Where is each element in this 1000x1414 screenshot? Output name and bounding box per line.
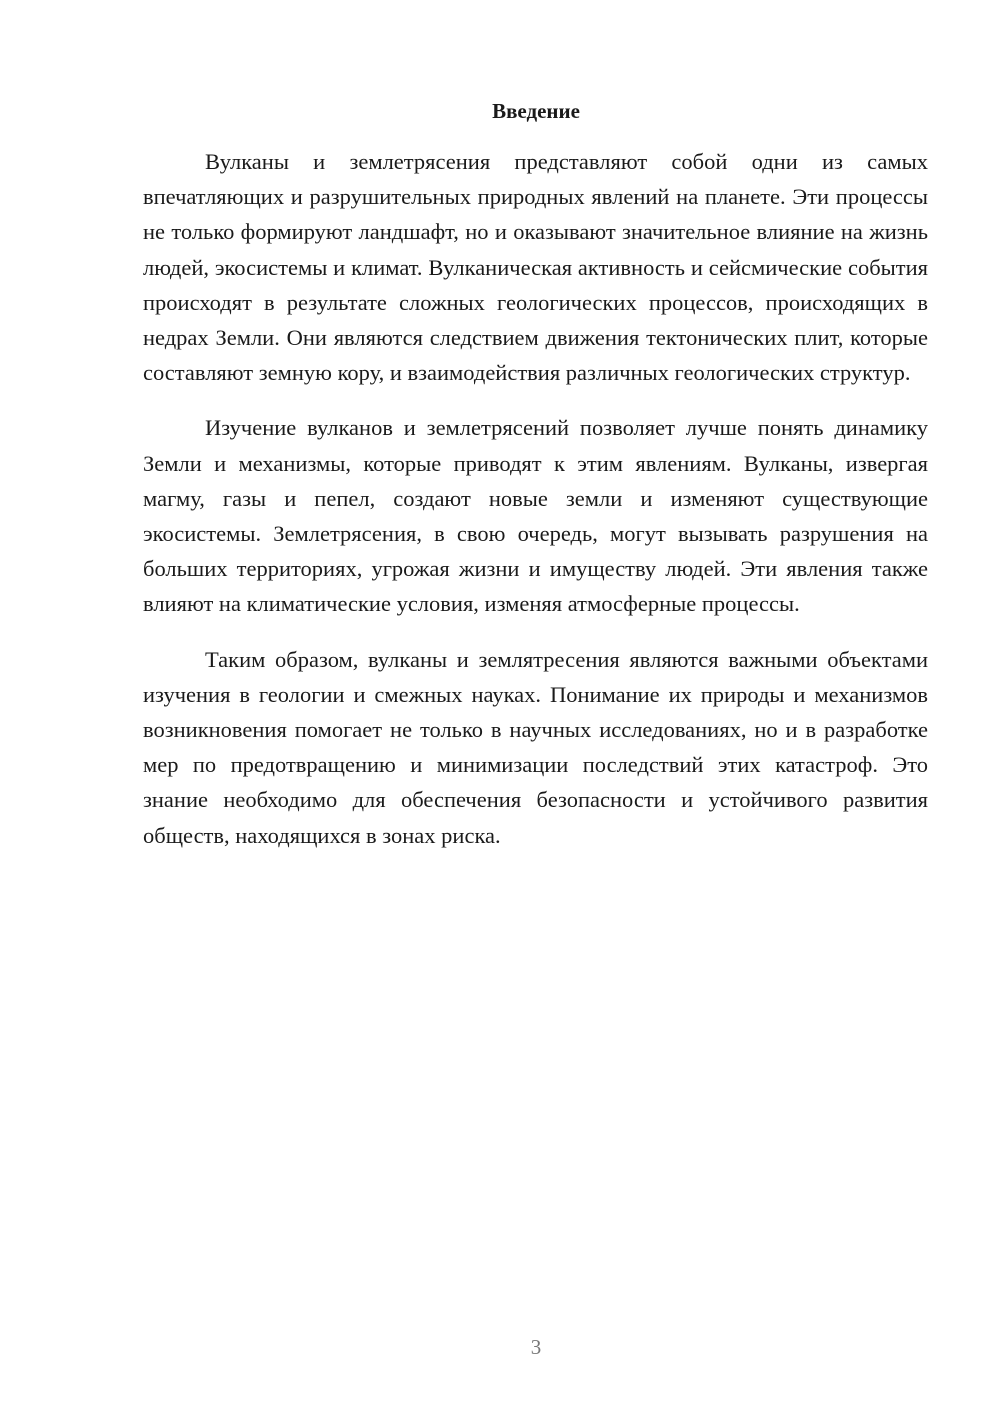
paragraph-3: Таким образом, вулканы и землятресения являются важными объектами изучения в геологии и смежных науках. Понимание их природы и механизмов возникновения помогает не только в научных исследованиях, но и в разработке мер по предотвращению и минимизации последствий этих катастроф. Это знание необходимо для обеспечения безопасности и устойчивого развития обществ, находящихся в зонах риска.	[143, 646, 928, 848]
body-text	[143, 144, 928, 873]
page-title: Введение	[492, 99, 580, 123]
paragraph-1: Вулканы и землетрясения представляют собой одни из самых впечатляющих и разрушительных природных явлений на планете. Эти процессы не только формируют ландшафт, но и оказывают значительное влияние на жизнь людей, экосистемы и климат. Вулканическая активность и сейсмические события происходят в результате сложных геологических процессов, происходящих в недрах Земли. Они являются следствием движения тектонических плит, которые составляют земную кору, и взаимодействия различных геологических структур.	[143, 149, 928, 386]
page-number: 3	[530, 1335, 542, 1359]
paragraph-2: Изучение вулканов и землетрясений позволяет лучше понять динамику Земли и механизмы, которые приводят к этим явлениям. Вулканы, извергая магму, газы и пепел, создают новые земли и изменяют существующие экосистемы. Землетрясения, в свою очередь, могут вызывать разрушения на больших территориях, угрожая жизни и имуществу людей. Эти явления также влияют на климатические условия, изменяя атмосферные процессы.	[143, 415, 928, 617]
